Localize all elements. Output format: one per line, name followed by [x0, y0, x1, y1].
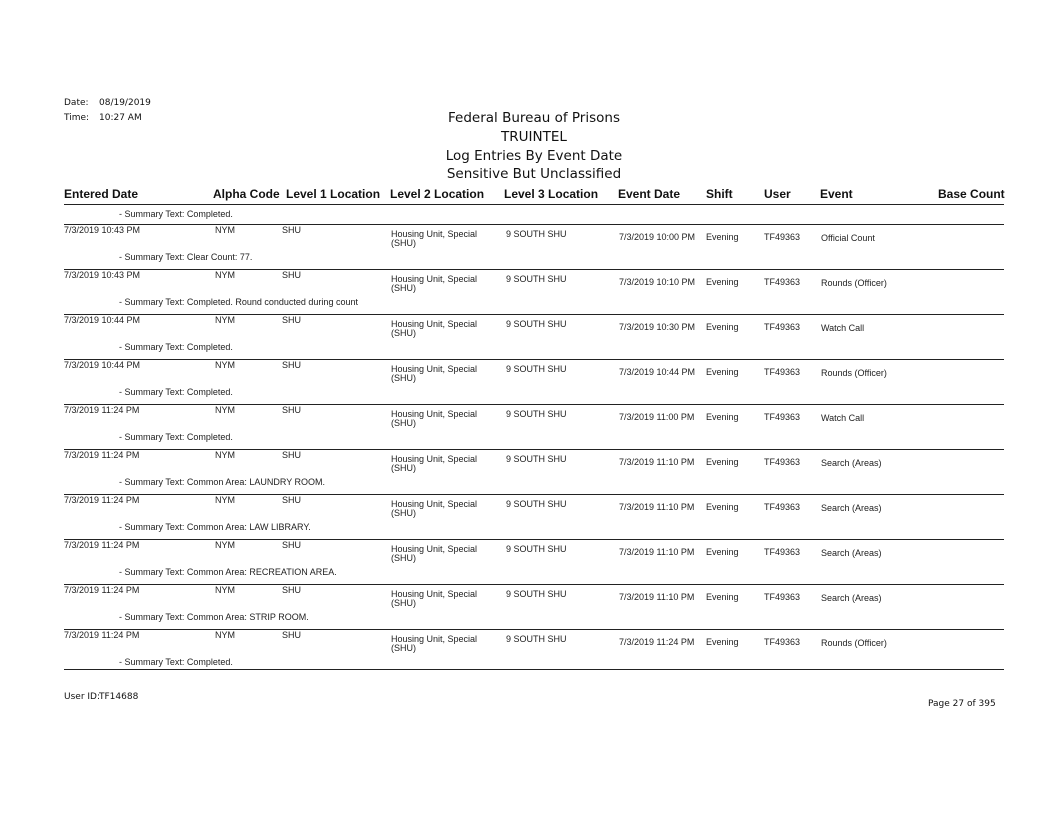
row-divider — [64, 269, 1004, 270]
alpha-code-cell: NYM — [215, 405, 235, 415]
col-header-level3: Level 3 Location — [504, 187, 599, 201]
lead-summary-text: - Summary Text: Completed. — [119, 209, 233, 219]
user-cell: TF49363 — [764, 592, 801, 602]
date-label: Date: — [64, 98, 89, 108]
alpha-code-cell: NYM — [215, 225, 235, 235]
level2-location-cell: Housing Unit, Special — [391, 634, 478, 644]
shift-cell: Evening — [706, 412, 739, 422]
table-bottom-rule — [64, 669, 1004, 670]
report-org-title: Federal Bureau of Prisons — [448, 110, 620, 126]
level2-location-cell: Housing Unit, Special — [391, 589, 478, 599]
shift-cell: Evening — [706, 277, 739, 287]
level2-location-cell: Housing Unit, Special — [391, 364, 478, 374]
shift-cell: Evening — [706, 457, 739, 467]
time-value: 10:27 AM — [99, 113, 142, 123]
row-divider — [64, 224, 1004, 225]
level3-location-cell: 9 SOUTH SHU — [506, 274, 567, 284]
level3-location-cell: 9 SOUTH SHU — [506, 454, 567, 464]
user-cell: TF49363 — [764, 412, 801, 422]
event-cell: Rounds (Officer) — [821, 368, 887, 378]
level2-location-cell: Housing Unit, Special — [391, 544, 478, 554]
level1-location-cell: SHU — [282, 405, 302, 415]
col-header-shift: Shift — [706, 187, 733, 201]
event-date-cell: 7/3/2019 11:10 PM — [619, 547, 695, 557]
level1-location-cell: SHU — [282, 585, 302, 595]
summary-text: - Summary Text: Common Area: STRIP ROOM. — [119, 612, 309, 622]
level3-location-cell: 9 SOUTH SHU — [506, 364, 567, 374]
event-date-cell: 7/3/2019 11:24 PM — [619, 637, 695, 647]
level2-location-abbr-cell: (SHU) — [391, 643, 416, 653]
alpha-code-cell: NYM — [215, 540, 235, 550]
row-divider — [64, 314, 1004, 315]
shift-cell: Evening — [706, 637, 739, 647]
shift-cell: Evening — [706, 232, 739, 242]
level3-location-cell: 9 SOUTH SHU — [506, 409, 567, 419]
level2-location-abbr-cell: (SHU) — [391, 373, 416, 383]
row-divider — [64, 539, 1004, 540]
level3-location-cell: 9 SOUTH SHU — [506, 544, 567, 554]
level2-location-cell: Housing Unit, Special — [391, 319, 478, 329]
level1-location-cell: SHU — [282, 450, 302, 460]
col-header-alpha-code: Alpha Code — [213, 187, 280, 201]
event-date-cell: 7/3/2019 11:00 PM — [619, 412, 695, 422]
level2-location-cell: Housing Unit, Special — [391, 499, 478, 509]
user-cell: TF49363 — [764, 322, 801, 332]
level2-location-abbr-cell: (SHU) — [391, 283, 416, 293]
col-header-event: Event — [820, 187, 853, 201]
level2-location-abbr-cell: (SHU) — [391, 598, 416, 608]
row-divider — [64, 494, 1004, 495]
entered-date-cell: 7/3/2019 10:43 PM — [64, 270, 141, 280]
level3-location-cell: 9 SOUTH SHU — [506, 634, 567, 644]
alpha-code-cell: NYM — [215, 315, 235, 325]
col-header-base-count: Base Count — [938, 187, 1005, 201]
user-id-value: TF14688 — [99, 692, 139, 702]
level3-location-cell: 9 SOUTH SHU — [506, 499, 567, 509]
summary-text: - Summary Text: Common Area: LAUNDRY ROOM. — [119, 477, 326, 487]
col-header-user: User — [764, 187, 791, 201]
event-cell: Official Count — [821, 233, 875, 243]
level1-location-cell: SHU — [282, 360, 302, 370]
shift-cell: Evening — [706, 367, 739, 377]
entered-date-cell: 7/3/2019 10:44 PM — [64, 315, 141, 325]
event-cell: Search (Areas) — [821, 593, 882, 603]
level1-location-cell: SHU — [282, 315, 302, 325]
summary-text: - Summary Text: Clear Count: 77. — [119, 252, 253, 262]
event-date-cell: 7/3/2019 10:44 PM — [619, 367, 696, 377]
alpha-code-cell: NYM — [215, 450, 235, 460]
entered-date-cell: 7/3/2019 11:24 PM — [64, 585, 140, 595]
col-header-level1: Level 1 Location — [286, 187, 381, 201]
level2-location-cell: Housing Unit, Special — [391, 274, 478, 284]
report-classification: Sensitive But Unclassified — [446, 166, 622, 182]
level2-location-abbr-cell: (SHU) — [391, 553, 416, 563]
event-cell: Watch Call — [821, 413, 865, 423]
entered-date-cell: 7/3/2019 11:24 PM — [64, 405, 140, 415]
event-cell: Watch Call — [821, 323, 865, 333]
level2-location-abbr-cell: (SHU) — [391, 328, 416, 338]
event-cell: Search (Areas) — [821, 458, 882, 468]
user-cell: TF49363 — [764, 502, 801, 512]
level2-location-abbr-cell: (SHU) — [391, 463, 416, 473]
col-header-event-date: Event Date — [618, 187, 681, 201]
user-cell: TF49363 — [764, 547, 801, 557]
entered-date-cell: 7/3/2019 10:43 PM — [64, 225, 141, 235]
level1-location-cell: SHU — [282, 270, 302, 280]
entered-date-cell: 7/3/2019 10:44 PM — [64, 360, 141, 370]
user-id-label: User ID: — [64, 692, 100, 702]
user-cell: TF49363 — [764, 637, 801, 647]
level3-location-cell: 9 SOUTH SHU — [506, 229, 567, 239]
entered-date-cell: 7/3/2019 11:24 PM — [64, 630, 140, 640]
level2-location-abbr-cell: (SHU) — [391, 238, 416, 248]
level1-location-cell: SHU — [282, 495, 302, 505]
level1-location-cell: SHU — [282, 225, 302, 235]
alpha-code-cell: NYM — [215, 585, 235, 595]
event-date-cell: 7/3/2019 11:10 PM — [619, 502, 695, 512]
shift-cell: Evening — [706, 547, 739, 557]
user-cell: TF49363 — [764, 277, 801, 287]
user-cell: TF49363 — [764, 367, 801, 377]
event-cell: Rounds (Officer) — [821, 278, 887, 288]
event-date-cell: 7/3/2019 11:10 PM — [619, 457, 695, 467]
level2-location-cell: Housing Unit, Special — [391, 409, 478, 419]
event-date-cell: 7/3/2019 11:10 PM — [619, 592, 695, 602]
entered-date-cell: 7/3/2019 11:24 PM — [64, 450, 140, 460]
level2-location-cell: Housing Unit, Special — [391, 229, 478, 239]
event-cell: Rounds (Officer) — [821, 638, 887, 648]
user-cell: TF49363 — [764, 232, 801, 242]
summary-text: - Summary Text: Completed. Round conducted during count — [119, 297, 358, 307]
summary-text: - Summary Text: Completed. — [119, 342, 233, 352]
alpha-code-cell: NYM — [215, 360, 235, 370]
level2-location-abbr-cell: (SHU) — [391, 418, 416, 428]
row-divider — [64, 584, 1004, 585]
event-date-cell: 7/3/2019 10:10 PM — [619, 277, 696, 287]
event-cell: Search (Areas) — [821, 548, 882, 558]
col-header-entered-date: Entered Date — [64, 187, 139, 201]
event-date-cell: 7/3/2019 10:00 PM — [619, 232, 696, 242]
level1-location-cell: SHU — [282, 540, 302, 550]
alpha-code-cell: NYM — [215, 270, 235, 280]
entered-date-cell: 7/3/2019 11:24 PM — [64, 495, 140, 505]
level2-location-abbr-cell: (SHU) — [391, 508, 416, 518]
shift-cell: Evening — [706, 592, 739, 602]
row-divider — [64, 449, 1004, 450]
summary-text: - Summary Text: Completed. — [119, 387, 233, 397]
level2-location-cell: Housing Unit, Special — [391, 454, 478, 464]
level3-location-cell: 9 SOUTH SHU — [506, 589, 567, 599]
summary-text: - Summary Text: Completed. — [119, 657, 233, 667]
alpha-code-cell: NYM — [215, 495, 235, 505]
row-divider — [64, 404, 1004, 405]
entered-date-cell: 7/3/2019 11:24 PM — [64, 540, 140, 550]
event-cell: Search (Areas) — [821, 503, 882, 513]
report-system-title: TRUINTEL — [501, 129, 567, 145]
col-header-level2: Level 2 Location — [390, 187, 485, 201]
summary-text: - Summary Text: Common Area: LAW LIBRARY. — [119, 522, 311, 532]
row-divider — [64, 359, 1004, 360]
summary-text: - Summary Text: Common Area: RECREATION AREA. — [119, 567, 337, 577]
summary-text: - Summary Text: Completed. — [119, 432, 233, 442]
shift-cell: Evening — [706, 322, 739, 332]
shift-cell: Evening — [706, 502, 739, 512]
time-label: Time: — [64, 113, 90, 123]
alpha-code-cell: NYM — [215, 630, 235, 640]
level3-location-cell: 9 SOUTH SHU — [506, 319, 567, 329]
header-divider — [64, 204, 1004, 205]
report-name-title: Log Entries By Event Date — [445, 148, 623, 164]
level1-location-cell: SHU — [282, 630, 302, 640]
row-divider — [64, 629, 1004, 630]
date-value: 08/19/2019 — [99, 98, 151, 108]
user-cell: TF49363 — [764, 457, 801, 467]
page-number: Page 27 of 395 — [928, 699, 996, 709]
event-date-cell: 7/3/2019 10:30 PM — [619, 322, 696, 332]
